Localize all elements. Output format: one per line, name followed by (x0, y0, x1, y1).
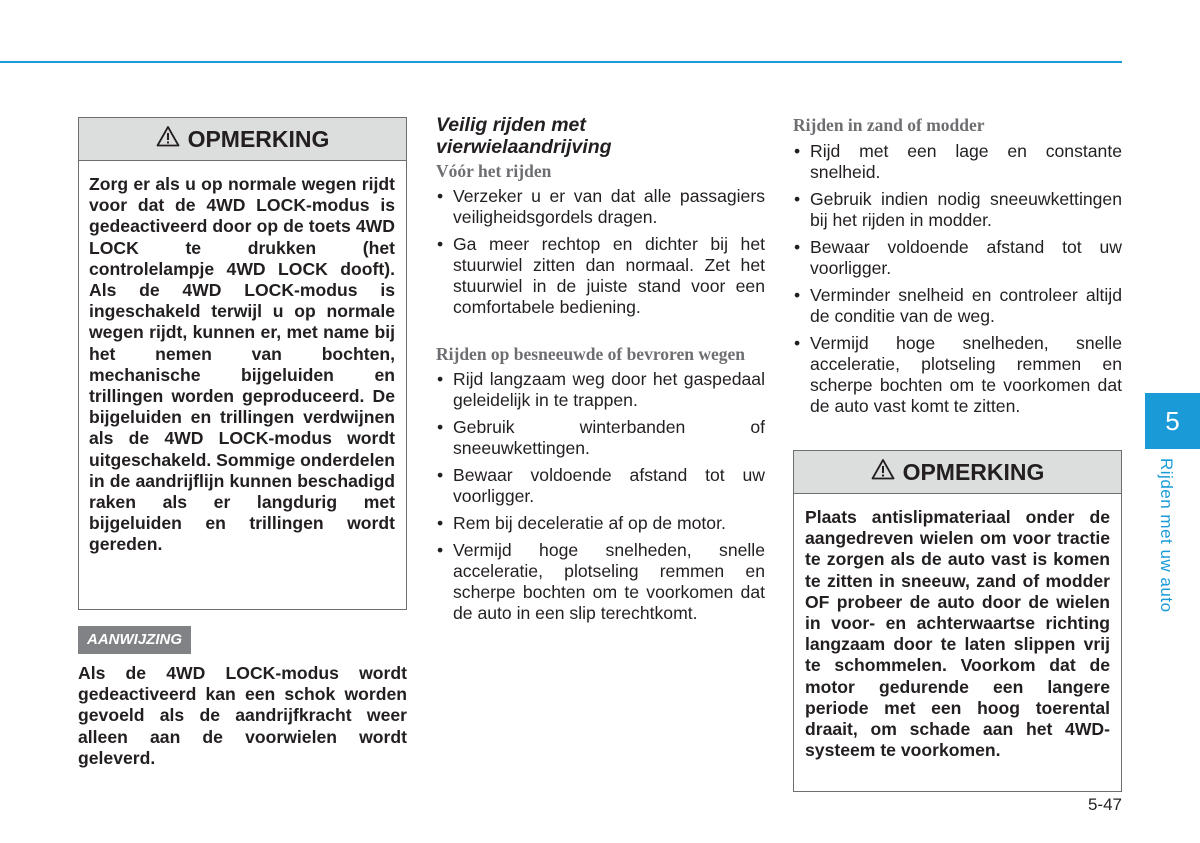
column-right (793, 114, 1122, 423)
hint-label: AANWIJZING (78, 626, 191, 654)
list-item: • Verminder snelheid en controleer altijd de conditie van de weg. (793, 285, 1122, 327)
note-box-4wd-lock (78, 117, 407, 610)
list-item: • Gebruik winterbanden of sneeuwkettingen. (436, 417, 765, 459)
list-item: • Bewaar voldoende afstand tot uw voorligger. (793, 237, 1122, 279)
note-title: OPMERKING (902, 458, 1045, 485)
subheading-sand-mud: Rijden in zand of modder (793, 115, 985, 135)
note-header (794, 451, 1121, 494)
warning-triangle-icon (871, 458, 895, 486)
list-item: • Gebruik indien nodig sneeuwkettingen bij het rijden in modder. (793, 189, 1122, 231)
note-body: Zorg er als u op normale wegen rijdt voor dat de 4WD LOCK-modus is gedeactiveerd door op de toets 4WD LOCK te drukken (het controlelampje 4WD LOCK dooft). Als de 4WD LOCK-modus is ingeschakeld terwijl u op normale wegen rijdt, kunnen er, met name bij het nemen van bochten, mechanische bijgeluiden en trillingen worden geproduceerd. De bijgeluiden en trillingen verdwijnen als de 4WD LOCK-modus wordt uitgeschakeld. Sommige onderdelen in de aandrijflijn kunnen beschadigd raken als er langdurig met bijgeluiden en trillingen wordt gereden. (89, 174, 396, 555)
page-number: 5-47 (1087, 795, 1122, 814)
list-item: • Ga meer rechtop en dichter bij het stuurwiel zitten dan normaal. Zet het stuurwiel in de juiste stand voor een comfortabele bediening. (436, 234, 765, 318)
chapter-tab: 5 (1145, 393, 1200, 449)
warning-triangle-icon (156, 125, 180, 153)
hint-text: Als de 4WD LOCK-modus wordt gedeactiveerd kan een schok worden gevoeld als de aandrijfkracht weer alleen aan de voorwielen wordt geleverd. (78, 663, 407, 768)
subheading-before-driving: Vóór het rijden (436, 161, 552, 181)
before-driving-list (436, 186, 765, 318)
list-item: • Vermijd hoge snelheden, snelle acceleratie, plotseling remmen en scherpe bochten om te voorkomen dat de auto in een slip terechtkomt. (436, 540, 765, 624)
list-item: • Vermijd hoge snelheden, snelle acceleratie, plotseling remmen en scherpe bochten om te voorkomen dat de auto vast komt te zitten. (793, 333, 1122, 417)
column-middle (436, 114, 765, 630)
note-header (79, 118, 406, 161)
top-rule (0, 61, 1122, 63)
subheading-snow-roads: Rijden op besneeuwde of bevroren wegen (436, 344, 746, 364)
sand-mud-list (793, 141, 1122, 417)
list-item: • Verzeker u er van dat alle passagiers veiligheidsgordels dragen. (436, 186, 765, 228)
list-item: • Rijd langzaam weg door het gaspedaal geleidelijk in te trappen. (436, 369, 765, 411)
chapter-side-label: Rijden met uw auto (1157, 458, 1176, 613)
section-title: Veilig rijden met vierwielaandrijving (436, 114, 612, 158)
note-body: Plaats antislipmateriaal onder de aangedreven wielen om voor tractie te zorgen als de auto vast is komen te zitten in sneeuw, zand of modder OF probeer de auto door de wielen in voor- en achterwaartse richting langzaam door te laten slippen vrij te schommelen. Voorkom dat de motor gedurende een langere periode met een hoog toerental draait, om schade aan het 4WD-systeem te voorkomen. (805, 507, 1110, 761)
note-box-traction (793, 450, 1122, 792)
list-item: • Rem bij deceleratie af op de motor. (436, 513, 765, 534)
note-title: OPMERKING (187, 125, 330, 152)
snow-roads-list (436, 369, 765, 624)
list-item: • Bewaar voldoende afstand tot uw voorligger. (436, 465, 765, 507)
list-item: • Rijd met een lage en constante snelheid. (793, 141, 1122, 183)
